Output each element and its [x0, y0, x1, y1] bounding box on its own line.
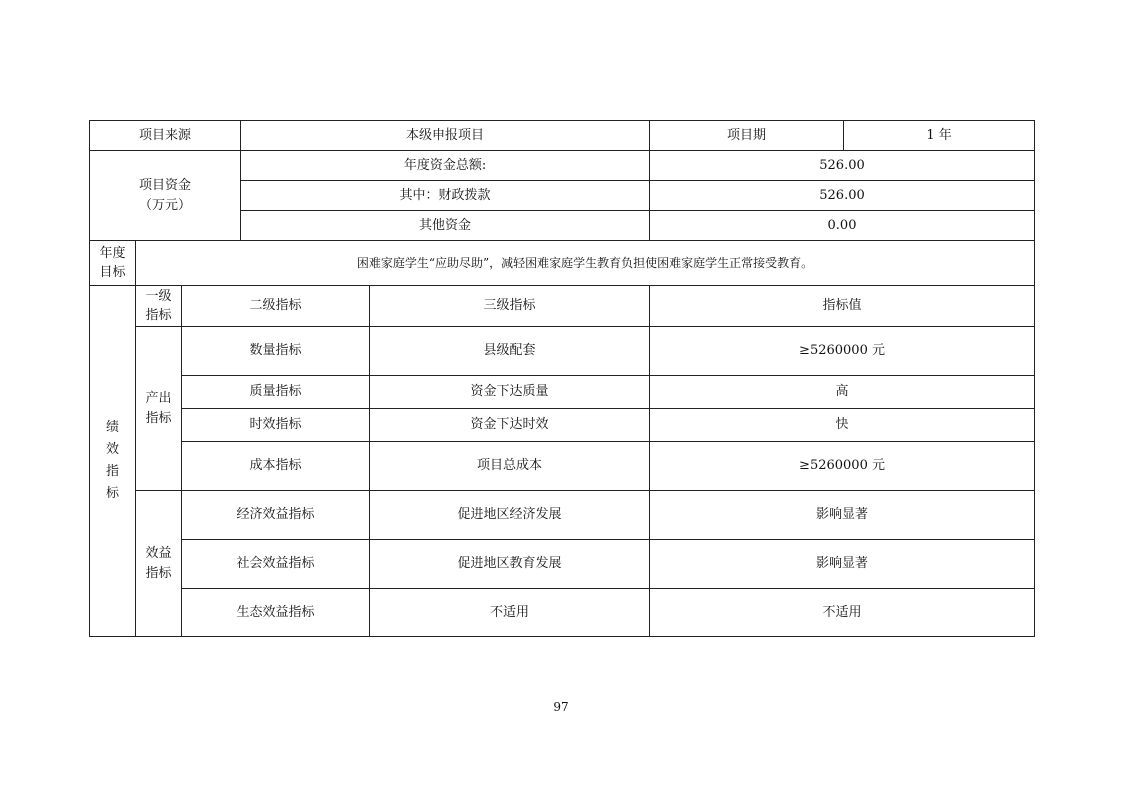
level3-header: 三级指标: [370, 286, 650, 327]
annual-goal-text: 困难家庭学生“应助尽助”，减轻困难家庭学生教育负担使困难家庭学生正常接受教育。: [136, 241, 1035, 286]
table-row-level3: 促进地区教育发展: [370, 540, 650, 589]
table-row-value: 影响显著: [650, 540, 1035, 589]
table-row-level2: 经济效益指标: [182, 491, 370, 540]
table-row-level2: 生态效益指标: [182, 589, 370, 637]
table-row-value: ≥5260000 元: [650, 327, 1035, 376]
performance-char-1: 绩: [105, 420, 119, 435]
table-row-level3: 项目总成本: [370, 442, 650, 491]
project-period-value: 1 年: [844, 121, 1035, 151]
table-row-level2: 质量指标: [182, 376, 370, 409]
level1-header-line2: 指标: [145, 308, 172, 323]
project-funds-label-line2: （万元）: [138, 197, 191, 213]
table-row-level2: 社会效益指标: [182, 540, 370, 589]
fiscal-allocation-label: 其中：财政拨款: [241, 181, 650, 211]
table-row-level3: 促进地区经济发展: [370, 491, 650, 540]
project-source-label: 项目来源: [90, 121, 241, 151]
table-row-level3: 不适用: [370, 589, 650, 637]
table-row-value: ≥5260000 元: [650, 442, 1035, 491]
performance-char-4: 标: [105, 486, 119, 501]
project-source-value: 本级申报项目: [241, 121, 650, 151]
page-number: 97: [553, 700, 569, 714]
project-period-label: 项目期: [650, 121, 844, 151]
level1-header-line1: 一级: [145, 288, 172, 304]
output-indicators-label: [136, 327, 182, 491]
table-row-value: 影响显著: [650, 491, 1035, 540]
performance-char-3: 指: [105, 464, 119, 479]
performance-target-table: [89, 120, 1035, 637]
output-label-line2: 指标: [145, 410, 172, 426]
annual-goal-label-line1: 年度: [99, 245, 126, 261]
table-row-level3: 县级配套: [370, 327, 650, 376]
output-label-line1: 产出: [145, 391, 172, 406]
indicator-value-header: 指标值: [650, 286, 1035, 327]
table-row-level3: 资金下达质量: [370, 376, 650, 409]
benefit-label-line2: 指标: [145, 565, 172, 581]
table-row-level3: 资金下达时效: [370, 409, 650, 442]
performance-char-2: 效: [105, 442, 119, 457]
table-row-value: 不适用: [650, 589, 1035, 637]
benefit-label-line1: 效益: [145, 546, 172, 561]
annual-total-funds-label: 年度资金总额:: [241, 151, 650, 181]
annual-goal-label: [90, 241, 136, 286]
level1-header: [136, 286, 182, 327]
fiscal-allocation-value: 526.00: [650, 181, 1035, 211]
table-row-level2: 成本指标: [182, 442, 370, 491]
other-funds-label: 其他资金: [241, 211, 650, 241]
annual-goal-label-line2: 目标: [99, 265, 126, 280]
table-row-level2: 数量指标: [182, 327, 370, 376]
other-funds-value: 0.00: [650, 211, 1035, 241]
annual-total-funds-value: 526.00: [650, 151, 1035, 181]
benefit-indicators-label: [136, 491, 182, 637]
level2-header: 二级指标: [182, 286, 370, 327]
project-funds-label: [90, 151, 241, 241]
project-funds-label-line1: 项目资金: [138, 178, 191, 193]
table-row-value: 快: [650, 409, 1035, 442]
table-row-level2: 时效指标: [182, 409, 370, 442]
table-row-value: 高: [650, 376, 1035, 409]
performance-indicators-label: [90, 286, 136, 637]
